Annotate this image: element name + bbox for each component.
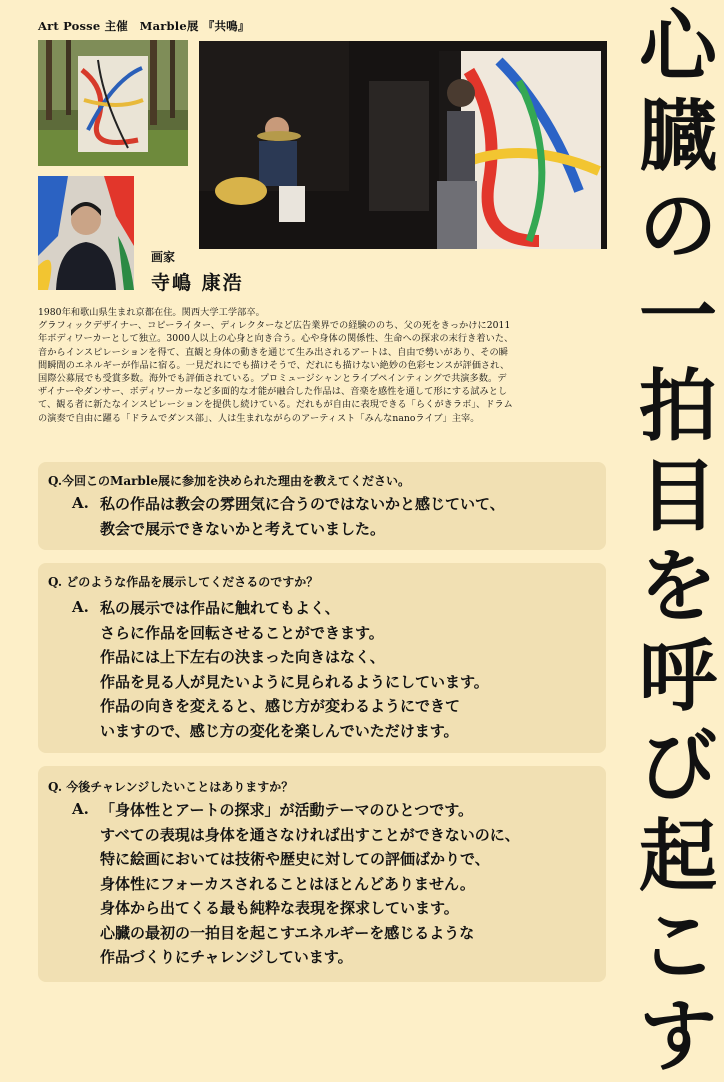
title-char: 起 bbox=[638, 811, 717, 902]
title-char: こ bbox=[638, 901, 717, 992]
bio-line: 年ボディワーカーとして独立。3000人以上の心身と向き合う。心や身体の関係性、生命への探求の末行き着いた、 bbox=[38, 333, 514, 345]
answer-2 bbox=[100, 596, 489, 743]
artist-name: 寺嶋 康浩 bbox=[151, 272, 244, 294]
bio-line: グラフィックデザイナー、コピーライター、ディレクターなど広告業界での経験ののち、父の死をきっかけに2011 bbox=[38, 320, 511, 332]
answer-line: 私の作品は教会の雰囲気に合うのではないかと感じていて、 bbox=[100, 495, 505, 513]
answer-line: 作品には上下左右の決まった向きはなく、 bbox=[100, 648, 385, 666]
answer-line: いますので、感じ方の変化を楽しんでいただけます。 bbox=[100, 721, 459, 740]
title-char: す bbox=[638, 991, 717, 1082]
answer-line: 私の展示では作品に触れてもよく、 bbox=[100, 599, 340, 617]
bio-line: 間瞬間のエネルギーが作品に宿る。一見だれにでも描けそうで、だれにも描けない絶妙の色彩センスが評価され、 bbox=[38, 359, 510, 371]
answer-3 bbox=[100, 798, 520, 970]
bio-line: て、観る者に新たなインスピレーションを提供し続けている。だれもが自由に表現できる「らくがきラボ」、ドラム bbox=[38, 399, 513, 411]
answer-line: 作品の向きを変えると、感じ方が変わるようにできて bbox=[100, 697, 461, 715]
bio-line: の演奏で自由に躍る「ドラムでダンス部」、人は生まれながらのアーティスト「みんなnanoライブ」主宰。 bbox=[38, 412, 480, 424]
qa-card-2 bbox=[38, 563, 606, 753]
qa-card-1 bbox=[38, 462, 606, 550]
event-header: Art Posse 主催 Marble展 『共鳴』 bbox=[38, 19, 250, 33]
answer-line: 作品づくりにチャレンジしています。 bbox=[100, 948, 353, 966]
title-char: 心 bbox=[638, 1, 717, 92]
forest-painting-photo bbox=[38, 40, 188, 166]
answer-line: 身体から出てくる最も純粋な表現を探求しています。 bbox=[100, 899, 459, 917]
title-char: 呼 bbox=[638, 631, 717, 722]
answer-line: さらに作品を回転させることができます。 bbox=[100, 623, 384, 642]
answer-line: 「身体性とアートの探求」が活動テーマのひとつです。 bbox=[100, 801, 474, 819]
answer-line: 教会で展示できないかと考えていました。 bbox=[100, 519, 386, 538]
answer-line: すべての表現は身体を通さなければ出すことができないのに、 bbox=[100, 825, 520, 844]
answer-3-label: A. bbox=[72, 800, 89, 818]
artist-portrait bbox=[38, 176, 134, 290]
artist-bio bbox=[38, 306, 614, 425]
answer-line: 作品を見る人が見たいように見られるようにしています。 bbox=[100, 672, 489, 691]
title-char: び bbox=[638, 721, 717, 812]
question-1: Q.今回このMarble展に参加を決められた理由を教えてください。 bbox=[48, 474, 411, 488]
answer-line: 心臓の最初の一拍目を起こすエネルギーを感じるような bbox=[100, 923, 475, 942]
bio-line: 音からインスピレーションを得て、直観と身体の動きを通じて生み出されるアートは、自由で勢いがあり、その瞬 bbox=[38, 346, 509, 358]
live-painting-photo bbox=[199, 41, 607, 249]
title-char: 拍 bbox=[638, 361, 717, 452]
title-char: 臓 bbox=[638, 91, 717, 182]
title-char: を bbox=[638, 541, 717, 632]
title-char: の bbox=[638, 181, 717, 272]
answer-line: 特に絵画においては技術や歴史に対しての評価ばかりで、 bbox=[100, 850, 490, 868]
vertical-title bbox=[632, 0, 724, 1082]
bio-line: 1980年和歌山県生まれ京都在住。関西大学工学部卒。 bbox=[38, 307, 265, 318]
bio-line: 国際公募展でも受賞多数。海外でも評価されている。プロミュージシャンとライブペインティングで共演多数。デ bbox=[38, 373, 507, 385]
answer-2-label: A. bbox=[72, 598, 89, 616]
answer-1-label: A. bbox=[72, 494, 89, 512]
answer-1 bbox=[100, 492, 505, 541]
answer-line: 身体性にフォーカスされることはほとんどありません。 bbox=[100, 874, 475, 893]
title-char: 目 bbox=[638, 451, 717, 542]
bio-line: ザイナーやダンサー、ボディワーカーなど多面的な才能が融合した作品は、音楽を感性を通して形にする試みとし bbox=[38, 386, 508, 398]
qa-card-3 bbox=[38, 766, 606, 982]
question-2: Q. どのような作品を展示してくださるのですか？ bbox=[48, 575, 319, 589]
artist-role: 画家 bbox=[151, 250, 176, 264]
title-char: 一 bbox=[638, 271, 717, 362]
question-3: Q. 今後チャレンジしたいことはありますか？ bbox=[48, 780, 294, 794]
